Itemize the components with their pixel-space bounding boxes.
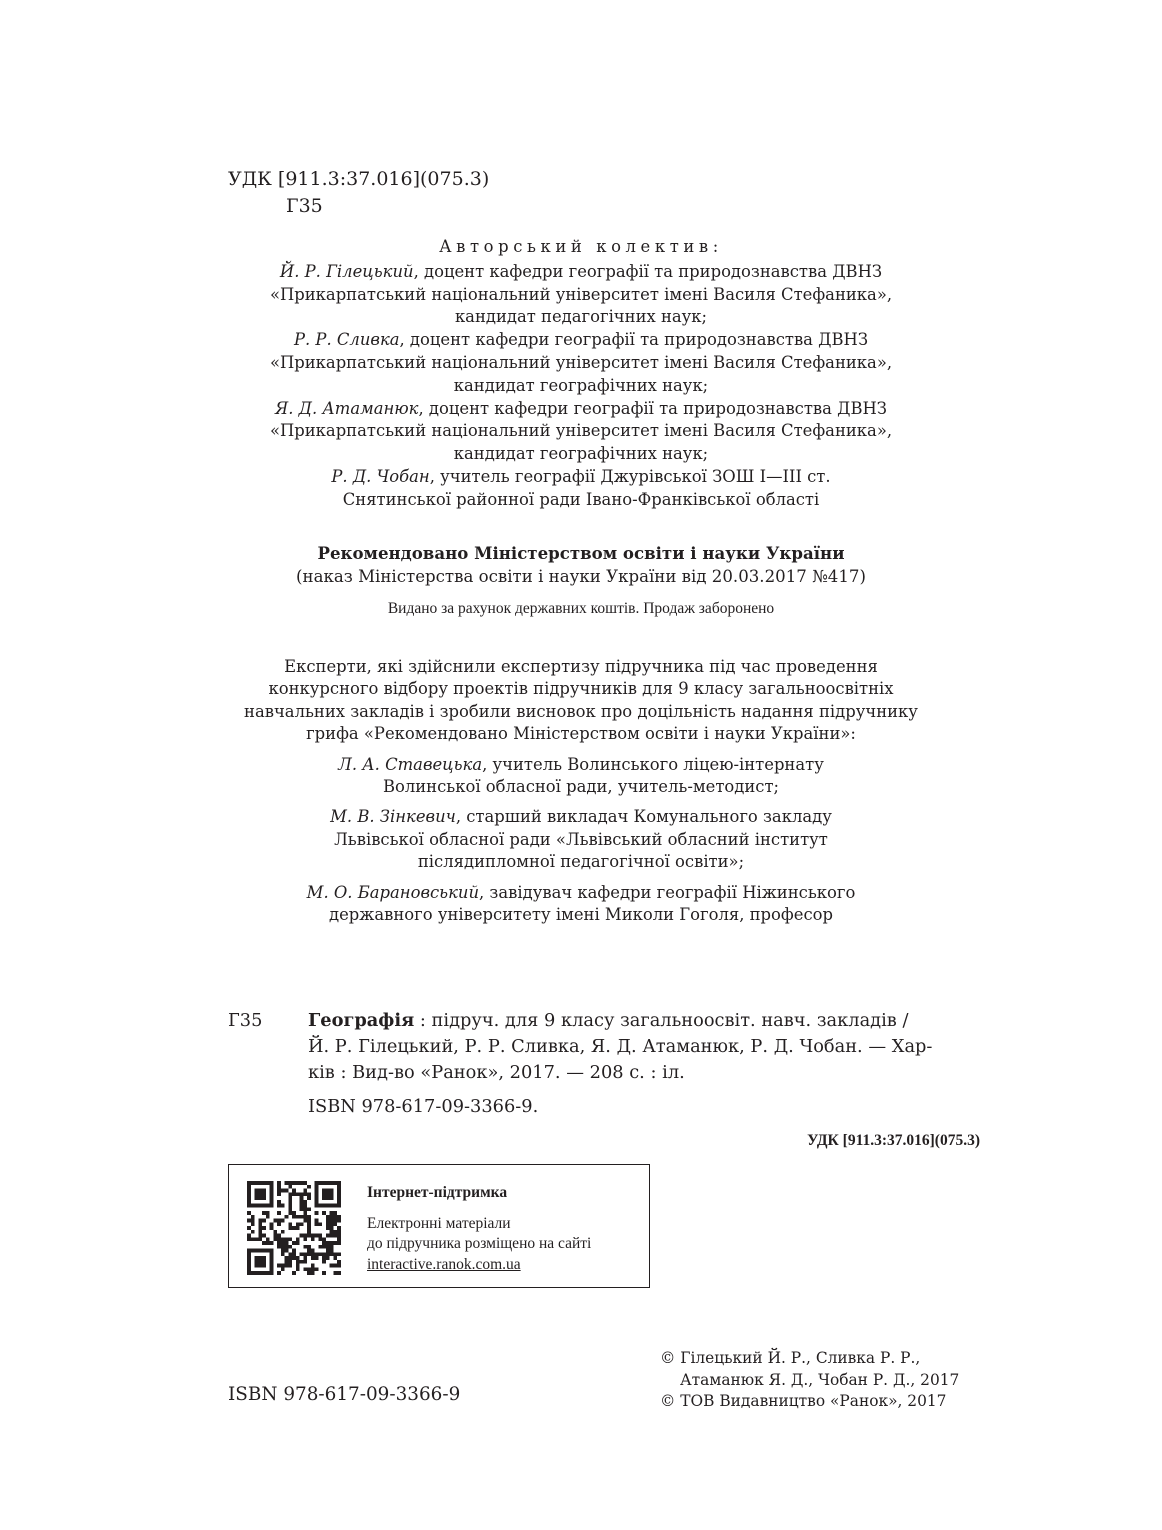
copyright-line-3: © ТОВ Видавництво «Ранок», 2017 <box>660 1392 947 1410</box>
authors-heading: Авторський колектив: <box>439 237 723 256</box>
recommendation-block <box>0 542 1162 620</box>
person-name: М. О. Барановський <box>306 882 480 902</box>
person-description: «Прикарпатський національний університет імені Василя Стефаника», <box>269 421 893 441</box>
person-name: Я. Д. Атаманюк <box>274 398 419 418</box>
internet-support-box <box>228 1164 650 1288</box>
catalog-line-1 <box>308 1008 980 1034</box>
copyright-line-2: Атаманюк Я. Д., Чобан Р. Д., 2017 <box>680 1370 960 1389</box>
person-description: , доцент кафедри географії та природознавства ДВНЗ <box>399 330 869 350</box>
catalog-card <box>228 1008 980 1154</box>
udk-code: УДК [911.3:37.016](075.3) <box>228 168 490 190</box>
person-description: , доцент кафедри географії та природознавства ДВНЗ <box>418 398 888 418</box>
person-description: кандидат педагогічних наук; <box>454 307 708 327</box>
person-description: Снятинської районної ради Івано-Франківської області <box>342 489 820 509</box>
experts-intro-line: конкурсного відбору проектів підручників для 9 класу загальноосвітніх <box>268 679 894 699</box>
person-name: Р. Р. Сливка <box>293 330 400 350</box>
person-line <box>0 443 1162 466</box>
expert-entry <box>0 882 1162 927</box>
expert-entry <box>0 754 1162 799</box>
experts-intro-line: грифа «Рекомендовано Міністерством освіти і науки України»: <box>306 724 856 744</box>
person-line <box>0 904 1162 926</box>
experts-block <box>0 656 1162 926</box>
person-line <box>0 375 1162 398</box>
person-name: Й. Р. Гілецький <box>279 261 414 281</box>
expert-entry <box>0 806 1162 873</box>
person-line <box>0 352 1162 375</box>
internet-support-line-1: Електронні матеріали <box>367 1214 511 1232</box>
person-line <box>0 806 1162 828</box>
catalog-card-index: Г35 <box>228 1010 263 1031</box>
recommendation-order: (наказ Міністерства освіти і науки України від 20.03.2017 №417) <box>296 567 866 586</box>
isbn-bottom: ISBN 978-617-09-3366-9 <box>228 1384 461 1405</box>
person-line <box>0 754 1162 776</box>
person-line <box>0 284 1162 307</box>
person-line <box>0 306 1162 329</box>
person-name: Р. Д. Чобан <box>331 466 430 486</box>
spacer <box>0 746 1162 754</box>
catalog-line-3: ків : Вид-во «Ранок», 2017. — 208 с. : іл. <box>308 1062 685 1083</box>
person-line <box>0 489 1162 512</box>
copyright-block <box>660 1348 959 1413</box>
person-name: М. В. Зінкевич <box>330 807 456 827</box>
catalog-isbn: ISBN 978-617-09-3366-9. <box>308 1096 539 1117</box>
catalog-udk: УДК [911.3:37.016](075.3) <box>807 1132 980 1149</box>
funding-note: Видано за рахунок державних коштів. Продаж заборонено <box>387 600 775 617</box>
authors-block <box>0 236 1162 512</box>
person-description: , учитель Волинського ліцею-інтернату <box>482 754 824 774</box>
qr-code-icon[interactable] <box>247 1181 341 1275</box>
person-description: Львівської обласної ради «Львівський обласний інститут <box>334 829 828 849</box>
experts-intro-line: навчальних закладів і зробили висновок про доцільність надання підручнику <box>244 701 918 721</box>
internet-support-title: Інтернет-підтримка <box>367 1184 508 1201</box>
book-subtitle: : підруч. для 9 класу загальноосвіт. навч. закладів / <box>414 1010 909 1031</box>
book-title: Географія <box>308 1010 415 1031</box>
person-description: Волинської обласної ради, учитель-методист; <box>382 777 780 797</box>
person-description: кандидат географічних наук; <box>453 444 709 464</box>
person-description: післядипломної педагогічної освіти»; <box>417 852 745 872</box>
person-name: Л. А. Ставецька <box>338 754 483 774</box>
person-description: , доцент кафедри географії та природознавства ДВНЗ <box>413 261 883 281</box>
experts-intro <box>0 656 1162 746</box>
authors-list <box>0 261 1162 512</box>
person-line <box>0 851 1162 873</box>
person-line <box>0 829 1162 851</box>
person-description: кандидат географічних наук; <box>453 375 709 395</box>
recommendation-title: Рекомендовано Міністерством освіти і науки України <box>317 543 845 563</box>
person-line <box>0 420 1162 443</box>
internet-support-link[interactable]: interactive.ranok.com.ua <box>367 1255 521 1273</box>
udk-header <box>228 166 489 220</box>
person-line <box>0 261 1162 284</box>
copyright-line-1: © Гілецький Й. Р., Сливка Р. Р., <box>660 1349 921 1367</box>
person-line <box>0 882 1162 904</box>
catalog-line-2: Й. Р. Гілецький, Р. Р. Сливка, Я. Д. Атаманюк, Р. Д. Чобан. — Хар- <box>308 1036 933 1057</box>
catalog-index: Г35 <box>286 195 323 217</box>
experts-list <box>0 746 1162 927</box>
internet-support-text <box>367 1183 591 1275</box>
person-description: державного університету імені Миколи Гоголя, професор <box>329 905 833 925</box>
person-description: «Прикарпатський національний університет імені Василя Стефаника», <box>269 284 893 304</box>
person-line <box>0 466 1162 489</box>
spacer <box>0 874 1162 882</box>
person-description: , завідувач кафедри географії Ніжинського <box>479 882 856 902</box>
person-line <box>0 398 1162 421</box>
experts-intro-line: Експерти, які здійснили експертизу підручника під час проведення <box>284 657 878 676</box>
person-description: , учитель географії Джурівської ЗОШ І—ІІІ ст. <box>429 466 831 486</box>
internet-support-line-2: до підручника розміщено на сайті <box>367 1235 592 1252</box>
person-line <box>0 329 1162 352</box>
person-description: , старший викладач Комунального закладу <box>455 807 832 827</box>
catalog-card-body <box>308 1008 980 1086</box>
person-line <box>0 776 1162 798</box>
spacer <box>0 798 1162 806</box>
person-description: «Прикарпатський національний університет імені Василя Стефаника», <box>269 352 893 372</box>
